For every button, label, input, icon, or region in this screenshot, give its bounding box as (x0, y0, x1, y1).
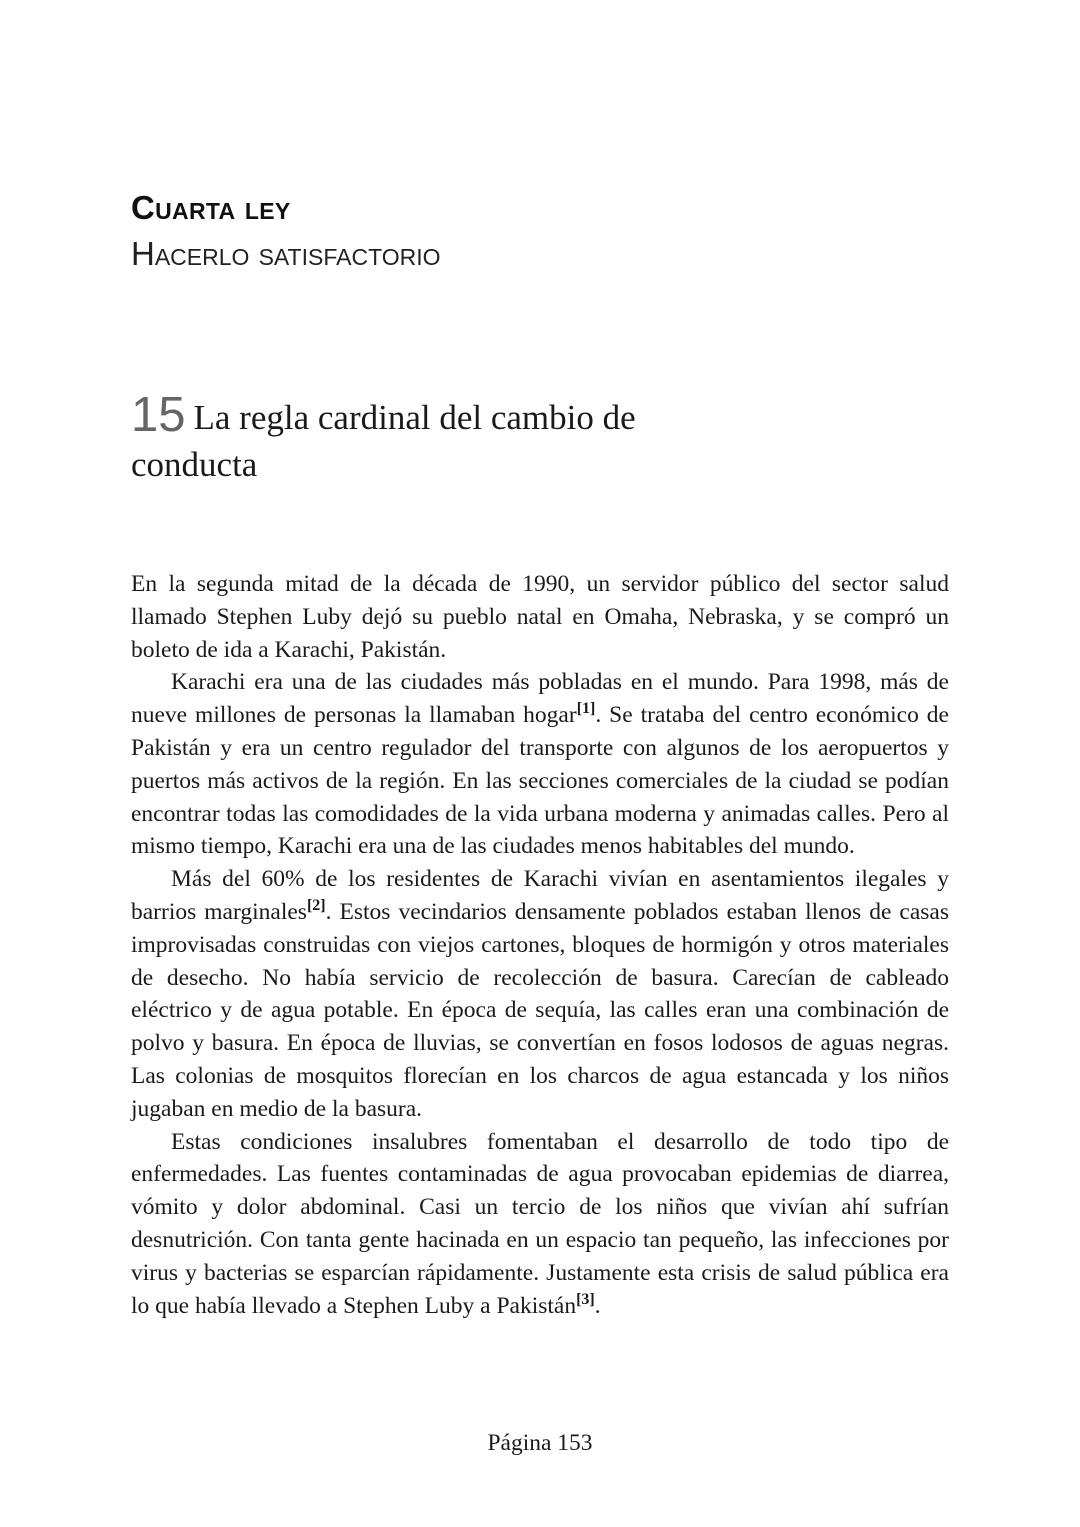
footnote-link[interactable]: [3] (576, 1290, 595, 1308)
chapter-title: La regla cardinal del cambio de conducta (131, 398, 636, 484)
chapter-number: 15 (131, 388, 186, 442)
paragraph (131, 863, 949, 1125)
paragraph-text: En la segunda mitad de la década de 1990, un servidor público del sector salud llamado Stephen Luby dejó su pueblo natal en Omaha, Nebraska, y se compró un boleto de ida a Karachi, Pakistán. (131, 571, 949, 663)
paragraph (131, 568, 949, 666)
book-page (131, 0, 949, 1527)
page-number: Página 153 (487, 1430, 593, 1456)
chapter-heading (131, 388, 751, 488)
part-label: Cuarta ley (131, 189, 291, 226)
paragraph (131, 666, 949, 863)
part-title: Hacerlo satisfactorio (131, 235, 441, 272)
footnote-link[interactable]: [2] (306, 897, 326, 915)
chapter-body (131, 568, 949, 1322)
paragraph (131, 1126, 949, 1323)
paragraph-text: . (594, 1292, 601, 1319)
paragraph-text: Karachi era una de las ciudades más pobladas en el mundo. Para 1998, más de nueve millones de personas la llamaban hogar (131, 669, 949, 729)
paragraph-text: Más del 60% de los residentes de Karachi vivían en asentamientos ilegales y barrios marginales (131, 866, 949, 925)
paragraph-text: Estas condiciones insalubres fomentaban el desarrollo de todo tipo de enfermedades. Las fuentes contaminadas de agua provocaban epidemias de diarrea, vómito y dolor abdominal. Casi un tercio de los niños que vivían ahí sufrían desnutrición. Con tanta gente hacinada en un espacio tan pequeño, las infecciones por virus y bacterias se esparcían rápidamente. Justamente esta crisis de salud pública era lo que había llevado a Stephen Luby a Pakistán (131, 1128, 949, 1319)
paragraph-text: . Estos vecindarios densamente poblados estaban llenos de casas improvisadas construidas con viejos cartones, bloques de hormigón y otros materiales de desecho. No había servicio de recolección de basura. Carecían de cableado eléctrico y de agua potable. En época de sequía, las calles eran una combinación de polvo y basura. En época de lluvias, se convertían en fosos lodosos de aguas negras. Las colonias de mosquitos florecían en los charcos de agua estancada y los niños jugaban en medio de la basura. (131, 898, 949, 1122)
footnote-link[interactable]: [1] (576, 700, 596, 718)
paragraph-text: . Se trataba del centro económico de Pakistán y era un centro regulador del transporte con algunos de los aeropuertos y puertos más activos de la región. En las secciones comerciales de la ciudad se podían encontrar todas las comodidades de la vida urbana moderna y animadas calles. Pero al mismo tiempo, Karachi era una de las ciudades menos habitables del mundo. (131, 702, 949, 860)
